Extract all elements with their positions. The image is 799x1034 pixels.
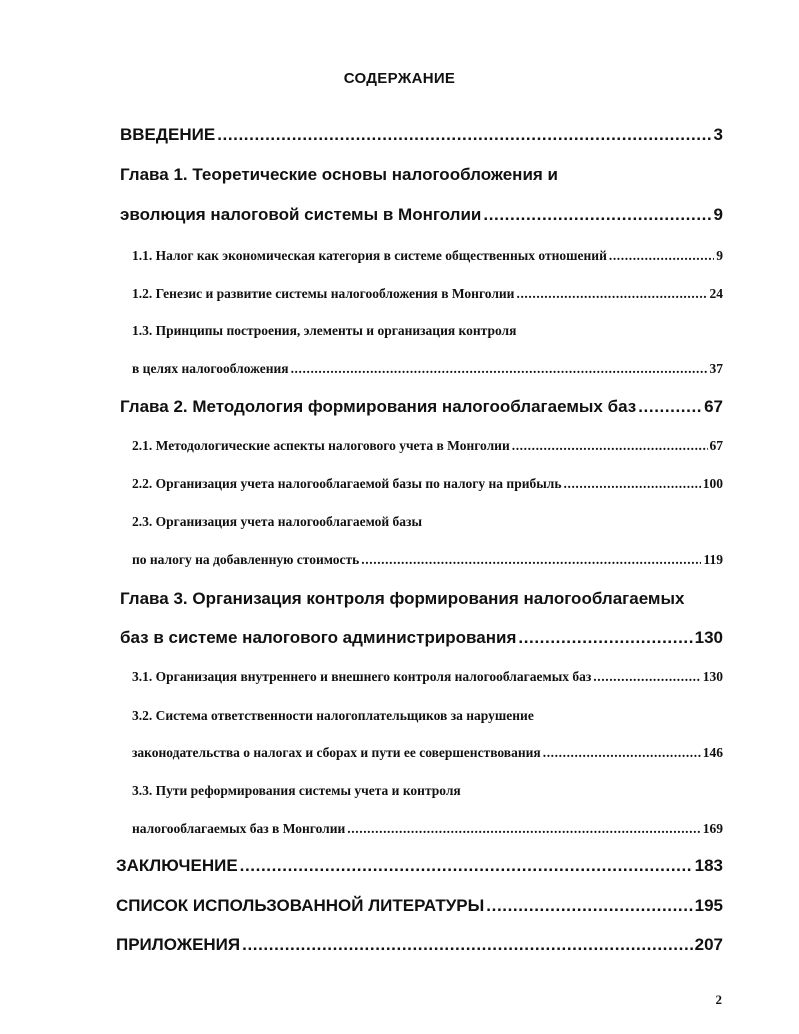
dot-leader (564, 472, 701, 496)
toc-entry-label: 2.3. Организация учета налогооблагаемой базы (132, 514, 423, 529)
toc-page-number: 169 (702, 821, 723, 836)
dot-leader (543, 741, 701, 765)
toc-entry-label: 3.1. Организация внутреннего и внешнего контроля налогооблагаемых баз (132, 669, 592, 684)
toc-entry-label: СПИСОК ИСПОЛЬЗОВАННОЙ ЛИТЕРАТУРЫ (116, 896, 485, 915)
toc-entry-label: ВВЕДЕНИЕ (120, 125, 216, 144)
dot-leader (291, 357, 708, 381)
toc-entry-label: 3.2. Система ответственности налогоплательщиков за нарушение (132, 708, 534, 723)
toc-page-number: 119 (703, 552, 723, 567)
toc-page-number: 130 (702, 669, 723, 684)
toc-entry-label: 2.1. Методологические аспекты налогового учета в Монголии (132, 438, 510, 453)
dot-leader (242, 933, 693, 957)
toc-entry-label: в целях налогообложения (132, 361, 289, 376)
toc-entry-chapter3-line1[interactable] (120, 587, 723, 611)
toc-entry-intro[interactable] (120, 123, 723, 147)
toc-page-number: 9 (713, 205, 723, 224)
dot-leader (609, 244, 714, 268)
toc-entry-label: 2.2. Организация учета налогооблагаемой базы по налогу на прибыль (132, 476, 562, 491)
toc-entry-label: Глава 2. Методология формирования налогооблагаемых баз (120, 397, 637, 416)
toc-entry-section-1-3[interactable] (132, 357, 723, 381)
toc-entry-section-3-2-line1[interactable] (132, 704, 723, 728)
toc-page-number: 146 (702, 745, 723, 760)
toc-page-number: 207 (694, 935, 723, 954)
toc-entry-label: по налогу на добавленную стоимость (132, 552, 360, 567)
dot-leader (512, 434, 708, 458)
toc-entry-label: ЗАКЛЮЧЕНИЕ (116, 856, 238, 875)
toc-entry-label: баз в системе налогового администрирования (120, 628, 517, 647)
toc-entry-section-1-3-line1[interactable] (132, 319, 723, 343)
toc-entry-section-2-3[interactable] (132, 548, 723, 572)
toc-entry-section-1-1[interactable] (132, 244, 723, 268)
toc-entry-conclusion[interactable] (116, 854, 723, 878)
toc-entry-section-2-2[interactable] (132, 472, 723, 496)
toc-entry-chapter1-line1[interactable] (120, 163, 723, 187)
toc-entry-section-3-2[interactable] (132, 741, 723, 765)
toc-entry-label: 1.2. Генезис и развитие системы налогообложения в Монголии (132, 286, 515, 301)
toc-entry-label: эволюция налоговой системы в Монголии (120, 205, 482, 224)
toc-page-number: 130 (694, 628, 723, 647)
toc-entry-section-3-3[interactable] (132, 817, 723, 841)
toc-entry-chapter2[interactable] (120, 395, 723, 419)
toc-entry-section-3-1[interactable] (132, 665, 723, 689)
dot-leader (240, 854, 693, 878)
toc-page-number: 67 (704, 397, 723, 416)
toc-page-number: 100 (702, 476, 723, 491)
toc-entry-section-1-2[interactable] (132, 282, 723, 306)
dot-leader (486, 894, 692, 918)
dot-leader (593, 665, 700, 689)
toc-entry-label: 1.3. Принципы построения, элементы и организация контроля (132, 323, 517, 338)
dot-leader (347, 817, 700, 841)
toc-entry-references[interactable] (116, 894, 723, 918)
page-title: СОДЕРЖАНИЕ (343, 70, 456, 87)
toc-page-number: 24 (709, 286, 723, 301)
toc-entry-label: Глава 3. Организация контроля формирования налогооблагаемых (120, 589, 685, 608)
toc-entry-label: налогооблагаемых баз в Монголии (132, 821, 346, 836)
toc-page-number: 183 (694, 856, 723, 875)
toc-entry-chapter3[interactable] (120, 626, 723, 650)
toc-entry-section-2-1[interactable] (132, 434, 723, 458)
page-number: 2 (715, 992, 722, 1007)
toc-entry-section-3-3-line1[interactable] (132, 779, 723, 803)
dot-leader (361, 548, 701, 572)
toc-entry-chapter1[interactable] (120, 203, 723, 227)
toc-entry-label: законодательства о налогах и сборах и пути ее совершенствования (132, 745, 541, 760)
dot-leader (483, 203, 711, 227)
toc-entry-label: 1.1. Налог как экономическая категория в системе общественных отношений (132, 248, 607, 263)
toc-page-number: 37 (709, 361, 723, 376)
toc-page-number: 195 (694, 896, 723, 915)
dot-leader (516, 282, 707, 306)
toc-page-number: 67 (709, 438, 723, 453)
toc-entry-appendices[interactable] (116, 933, 723, 957)
toc-entry-label: Глава 1. Теоретические основы налогообложения и (120, 165, 558, 184)
dot-leader (217, 123, 711, 147)
dot-leader (638, 395, 702, 419)
toc-page-number: 9 (716, 248, 723, 263)
toc-page-number: 3 (713, 125, 723, 144)
toc-entry-label: 3.3. Пути реформирования системы учета и контроля (132, 783, 461, 798)
dot-leader (518, 626, 692, 650)
toc-entry-label: ПРИЛОЖЕНИЯ (116, 935, 241, 954)
toc-entry-section-2-3-line1[interactable] (132, 510, 723, 534)
